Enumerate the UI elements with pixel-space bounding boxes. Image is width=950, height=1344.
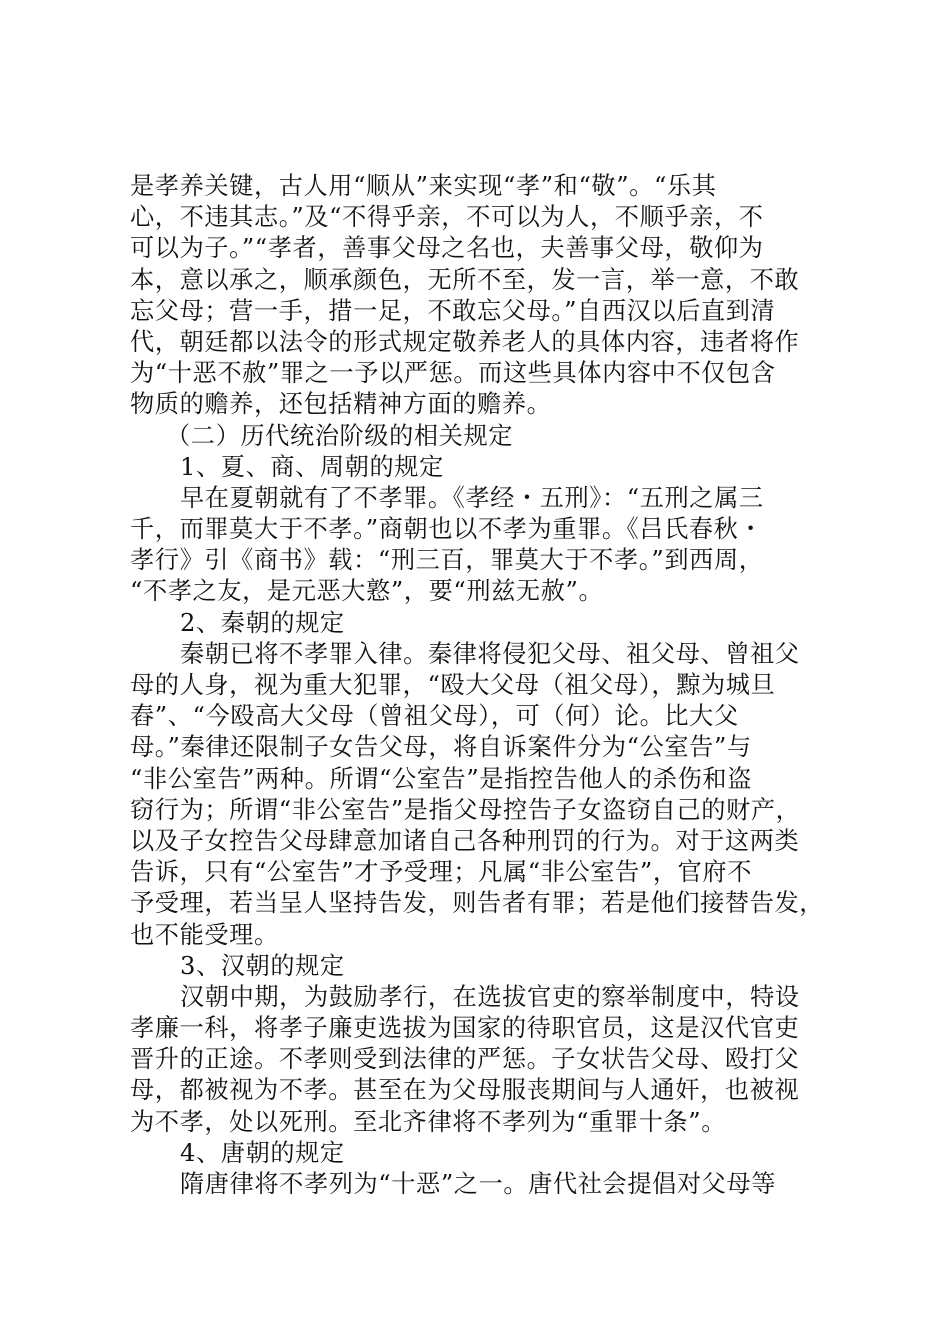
text-line: 孝廉一科，将孝子廉吏选拔为国家的待职官员，这是汉代官吏 xyxy=(130,1014,800,1043)
subsection-heading: 2、秦朝的规定 xyxy=(180,608,345,637)
text-line: 母的人身，视为重大犯罪，“殴大父母（祖父母），黥为城旦 xyxy=(130,671,776,699)
text-line: 可以为子。”“孝者，善事父母之名也，夫善事父母，敬仰为 xyxy=(130,234,764,263)
text-line: “非公室告”两种。所谓“公室告”是指控告他人的杀伤和盗 xyxy=(130,764,752,793)
text-line: 千，而罪莫大于不孝。”商朝也以不孝为重罪。《吕氏春秋・ xyxy=(130,515,764,544)
text-line: 舂”、“今殴高大父母（曾祖父母），可（何）论。比大父 xyxy=(130,702,739,731)
text-line: 孝行》引《商书》载：“刑三百，罪莫大于不孝。”到西周， xyxy=(130,546,764,575)
paragraph-first-line: 汉朝中期，为鼓励孝行，在选拔官吏的察举制度中，特设 xyxy=(180,982,800,1011)
text-line: 以及子女控告父母肆意加诸自己各种刑罚的行为。对于这两类 xyxy=(130,826,800,855)
text-line: 心，不违其志。”及“不得乎亲，不可以为人，不顺乎亲，不 xyxy=(130,203,764,232)
text-line: 窃行为；所谓“非公室告”是指父母控告子女盗窃自己的财产， xyxy=(130,795,801,824)
text-line: 忘父母；营一手，措一足，不敢忘父母。”自西汉以后直到清 xyxy=(130,296,776,325)
subsection-heading: 4、唐朝的规定 xyxy=(180,1138,345,1167)
text-line: “不孝之友，是元恶大憝”，要“刑兹无赦”。 xyxy=(130,577,604,606)
paragraph-first-line: 隋唐律将不孝列为“十恶”之一。唐代社会提倡对父母等 xyxy=(180,1170,777,1198)
paragraph-first-line: 秦朝已将不孝罪入律。秦律将侵犯父母、祖父母、曾祖父 xyxy=(180,639,800,668)
subsection-heading: 3、汉朝的规定 xyxy=(180,951,345,980)
text-line: 也不能受理。 xyxy=(130,920,279,949)
text-line: 告诉，只有“公室告”才予受理；凡属“非公室告”，官府不 xyxy=(130,858,752,887)
subsection-heading: 1、夏、商、周朝的规定 xyxy=(180,452,444,481)
text-line: 物质的赡养，还包括精神方面的赡养。 xyxy=(130,390,552,419)
section-heading: （二）历代统治阶级的相关规定 xyxy=(166,421,514,450)
text-line: 为不孝，处以死刑。至北齐律将不孝列为“重罪十条”。 xyxy=(130,1107,727,1136)
document-body xyxy=(130,171,842,1200)
text-line: 予受理，若当呈人坚持告发，则告者有罪；若是他们接替告发， xyxy=(130,889,825,918)
text-line: 是孝养关键，古人用“顺从”来实现“孝”和“敬”。“乐其 xyxy=(130,172,717,200)
text-line: 为“十恶不赦”罪之一予以严惩。而这些具体内容中不仅包含 xyxy=(130,359,776,388)
paragraph-first-line: 早在夏朝就有了不孝罪。《孝经・五刑》：“五刑之属三 xyxy=(180,483,764,512)
text-line: 母。”秦律还限制子女告父母，将自诉案件分为“公室告”与 xyxy=(130,733,752,762)
text-line: 代，朝廷都以法令的形式规定敬养老人的具体内容，违者将作 xyxy=(130,327,800,356)
text-line: 本，意以承之，顺承颜色，无所不至，发一言，举一意，不敢 xyxy=(130,265,800,294)
text-line: 母，都被视为不孝。甚至在为父母服丧期间与人通奸，也被视 xyxy=(130,1076,800,1105)
text-line: 晋升的正途。不孝则受到法律的严惩。子女状告父母、殴打父 xyxy=(130,1045,800,1074)
